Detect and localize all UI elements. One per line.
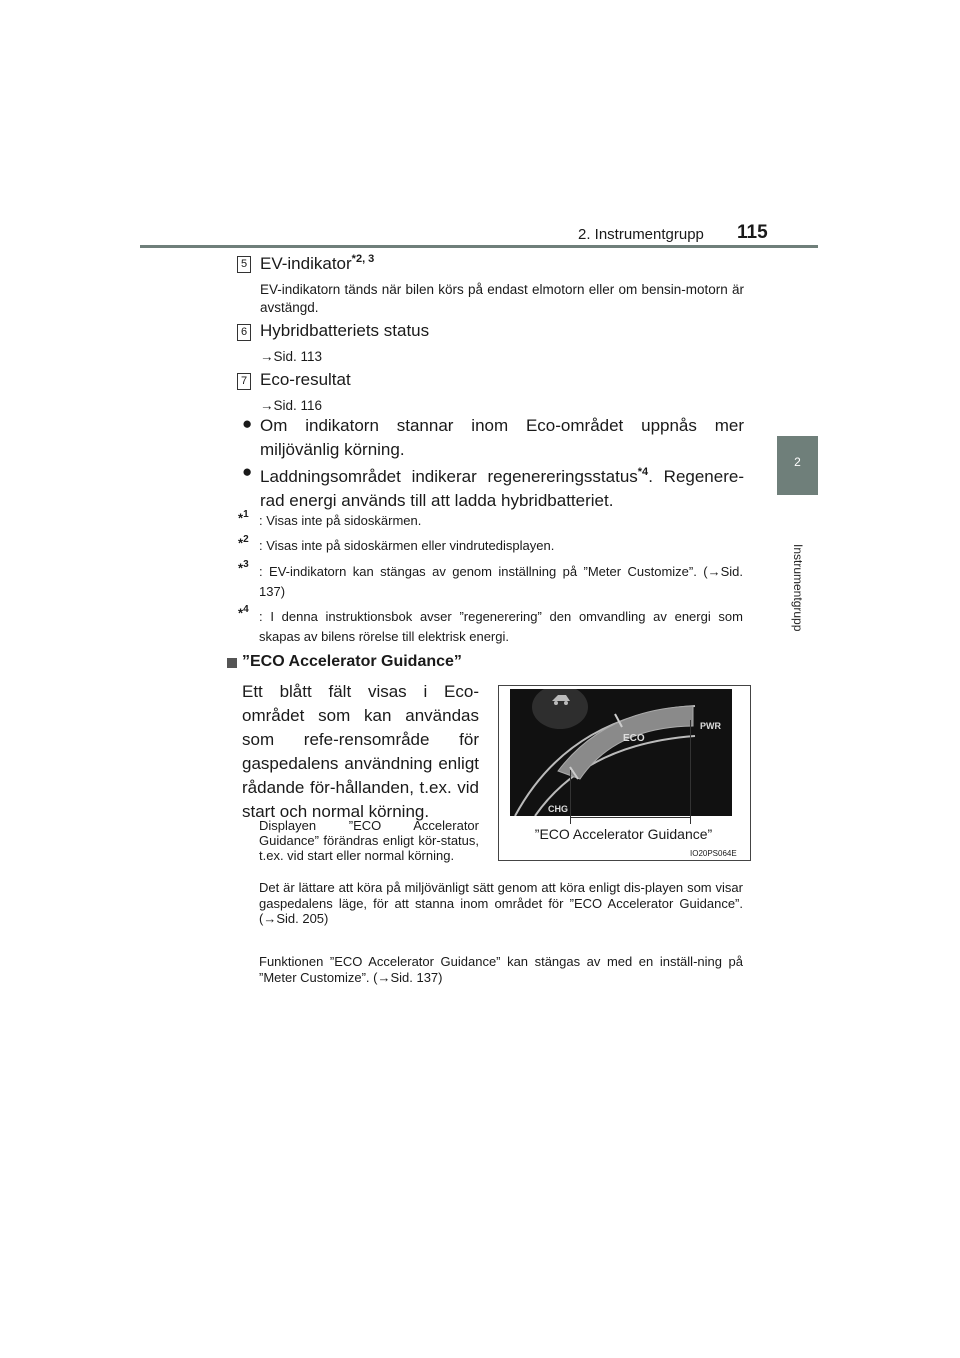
- footnote-2: : Visas inte på sidoskärmen eller vindrutedisplayen.: [259, 538, 555, 553]
- chg-label: CHG: [548, 804, 568, 814]
- guidance-line-left: [570, 770, 571, 824]
- item-title-battery-status: Hybridbatteriets status: [260, 321, 430, 340]
- footnote-star: *: [238, 535, 244, 551]
- chapter-tab-label: Instrumentgrupp: [791, 544, 805, 632]
- footnote-sup: 2: [243, 534, 249, 545]
- bullet-eco-area: Om indikatorn stannar inom Eco-området uppnås mer miljövänlig körning.: [260, 416, 744, 459]
- footnote-mark-2: [238, 534, 249, 550]
- footnote-sup: 3: [243, 559, 249, 570]
- item-ref-battery-status[interactable]: →Sid. 113: [260, 349, 323, 364]
- chapter-tab[interactable]: 2: [777, 436, 818, 495]
- item-title-ev-indicator: [260, 253, 374, 274]
- bullet-marker: ●: [242, 462, 253, 481]
- figure-caption: ”ECO Accelerator Guidance”: [534, 826, 713, 842]
- bullet-text-b: . Regenere-rad energi används till att ladda hybridbatteriet.: [260, 467, 744, 510]
- footnote-sup: 4: [243, 604, 249, 615]
- figure-code: IO20PS064E: [690, 849, 737, 858]
- section-marker: [227, 658, 237, 668]
- bullet-charge-area: [260, 460, 744, 513]
- footnote-sup: 1: [243, 509, 249, 520]
- footnote-mark-1: [238, 509, 249, 525]
- chapter-title: 2. Instrumentgrupp: [578, 226, 704, 243]
- section-body: Ett blått fält visas i Eco-området som kan användas som refe-rensområde för gaspedalens användning enligt rådande för-hållanden, t.ex. vid start och normal körning.: [242, 682, 479, 821]
- bullet-sup: *4: [637, 466, 649, 478]
- footnote-star: *: [238, 560, 244, 576]
- bullet-marker: ●: [242, 414, 253, 433]
- item-ref-eco-result[interactable]: →Sid. 116: [260, 398, 323, 413]
- item-title-sup: *2, 3: [351, 253, 375, 265]
- section-title: ”ECO Accelerator Guidance”: [242, 653, 462, 670]
- footnote-mark-3: [238, 559, 249, 575]
- footnote-4: : I denna instruktionsbok avser ”regenerering” den omvandling av energi som skapas av bilens rörelse till elektrisk energi.: [259, 609, 743, 644]
- item-desc-ev-indicator: EV-indikatorn tänds när bilen körs på endast elmotorn eller om bensin-motorn är avstängd.: [260, 282, 744, 315]
- item-title-text: EV-indikator: [260, 254, 352, 273]
- guidance-line-right: [690, 720, 691, 824]
- eco-label: ECO: [623, 733, 645, 744]
- page-number: 115: [737, 222, 768, 243]
- paragraph-disable-function: Funktionen ”ECO Accelerator Guidance” kan stängas av med en inställ-ning på ”Meter Customize”. (→Sid. 137): [259, 954, 743, 985]
- section-note: Displayen ”ECO Accelerator Guidance” förändras enligt kör-status, t.ex. vid start eller normal körning.: [259, 818, 479, 863]
- header-divider: [140, 245, 818, 248]
- paragraph-eco-driving: Det är lättare att köra på miljövänligt sätt genom att köra enligt dis-playen som visar gaspedalens läge, för att stanna inom området för ”ECO Accelerator Guidance”. (→Sid. 205): [259, 880, 743, 926]
- footnote-star: *: [238, 605, 244, 621]
- footnote-3: : EV-indikatorn kan stängas av genom inställning på ”Meter Customize”. (→Sid. 137): [259, 564, 743, 599]
- pwr-label: PWR: [700, 721, 721, 731]
- eco-gauge-illustration: [510, 689, 732, 816]
- item-title-eco-result: Eco-resultat: [260, 370, 351, 389]
- eco-gauge-svg: [510, 689, 732, 816]
- footnote-mark-4: [238, 604, 249, 620]
- bullet-text-a: Laddningsområdet indikerar regenereringsstatus: [260, 467, 638, 486]
- item-number-6: 6: [237, 324, 251, 341]
- item-number-7: 7: [237, 373, 251, 390]
- footnote-1: : Visas inte på sidoskärmen.: [259, 513, 422, 528]
- guidance-span-arrow: [570, 817, 691, 818]
- footnote-star: *: [238, 510, 244, 526]
- item-number-5: 5: [237, 256, 251, 273]
